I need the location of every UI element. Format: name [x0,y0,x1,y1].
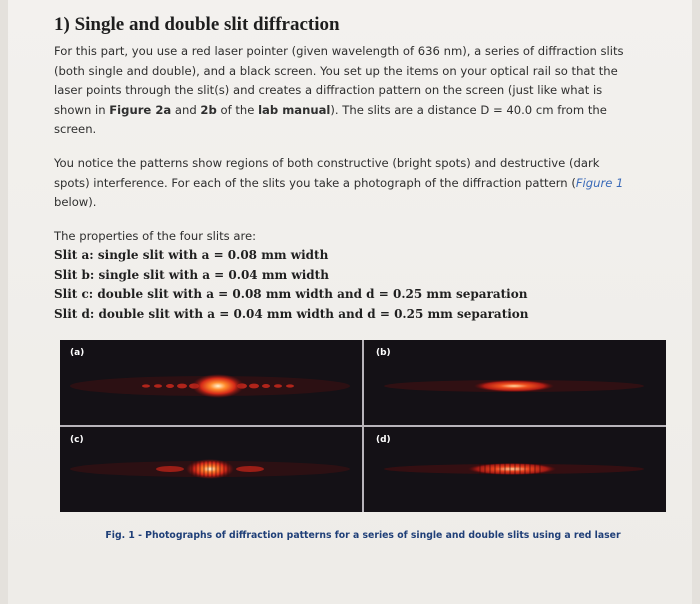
lab-manual-reference: lab manual [258,102,331,117]
intro-line-4-post: ). The slits are a distance D = 40.0 cm from the [330,102,607,117]
interference-line-2 [54,174,654,194]
slit-a-property: Slit a: single slit with a = 0.08 mm width [54,248,329,262]
document-page [8,0,692,604]
diffraction-figure [60,340,666,512]
figure-1-reference[interactable]: Figure 1 [575,175,624,190]
slit-c-property: Slit c: double slit with a = 0.08 mm width and d = 0.25 mm separation [54,287,528,301]
panel-b-pattern [364,340,666,425]
panel-b-label: (b) [376,348,391,358]
panel-d [364,427,666,512]
figure-caption: Fig. 1 - Photographs of diffraction patterns for a series of single and double slits using a red laser [105,530,621,541]
intro-line-4-pre: shown in [54,102,110,117]
slit-d-property: Slit d: double slit with a = 0.04 mm width and d = 0.25 mm separation [54,306,529,321]
intro-line-5: screen. [54,122,97,136]
slit-properties-list [54,246,529,324]
panel-a [60,340,362,425]
panel-c [60,427,362,512]
panel-c-pattern [60,427,362,512]
intro-line-3: laser points through the slit(s) and creates a diffraction pattern on the screen (just like what is [54,83,603,97]
intro-line-1: For this part, you use a red laser pointer (given wavelength of 636 nm), a series of diffraction slits [54,44,624,58]
properties-intro: The properties of the four slits are: [54,229,257,243]
panel-c-label: (c) [70,435,84,445]
figure-horizontal-divider [60,425,666,427]
section-title: 1) Single and double slit diffraction [54,14,340,35]
panel-a-label: (a) [70,348,85,358]
slit-b-property: Slit b: single slit with a = 0.04 mm width [54,267,329,282]
intro-line-4-of: of the [216,102,259,117]
panel-b [364,340,666,425]
intro-line-2: (both single and double), and a black screen. You set up the items on your optical rail so that the [54,63,618,78]
panel-d-label: (d) [376,435,391,445]
figure-2a-reference: Figure 2a [109,102,172,117]
intro-line-4-and: and [171,102,201,117]
interference-paragraph [54,154,654,213]
interference-line-1: You notice the patterns show regions of both constructive (bright spots) and destructive (dark [54,156,600,170]
intro-paragraph [54,42,654,140]
interference-line-3: below). [54,195,97,209]
interference-line-2-text: spots) interference. For each of the slits you take a photograph of the diffraction pattern ( [54,175,576,190]
panel-d-pattern [364,427,666,512]
intro-line-4 [54,101,654,121]
panel-a-pattern [60,340,362,425]
figure-2b-reference: 2b [200,102,217,117]
